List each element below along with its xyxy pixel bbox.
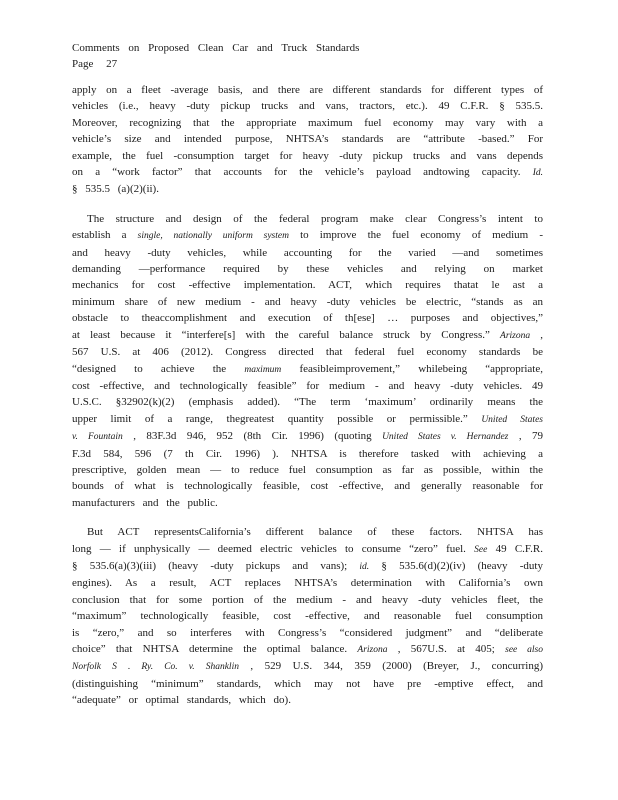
text-segment: to improve the fuel economy of medium - — [288, 229, 543, 242]
text-segment: bounds of what is technologically feasible, cost -effective, and generally reasonable for — [72, 480, 543, 493]
text-line — [72, 692, 543, 708]
text-segment: upper limit of a range, thegreatest quantity possible or permissible.” — [72, 412, 482, 425]
text-segment: 49 C.F.R. — [487, 542, 543, 555]
text-line — [72, 82, 543, 98]
text-line — [72, 428, 543, 445]
text-segment: (distinguishing “minimum” standards, which may not have pre -emptive effect, and — [72, 677, 543, 690]
page-header — [72, 40, 543, 72]
text-segment: vehicles (i.e., heavy -duty pickup trucks and vans, tractors, etc.). 49 C.F.R. § 535.5. — [72, 100, 543, 113]
text-segment: § 535.5 (a)(2)(ii). — [72, 183, 159, 196]
text-line — [72, 327, 543, 344]
text-segment: obstacle to theaccomplishment and execution of th[ese] … purposes and objectives,” — [72, 312, 543, 325]
citation-italic-segment: United States — [481, 414, 543, 425]
text-segment: choice” that NHTSA determine the optimal balance. — [72, 643, 358, 655]
text-segment: , 529 U.S. 344, 359 (2000) (Breyer, J., concurring) — [238, 660, 543, 673]
text-line — [72, 676, 543, 692]
text-segment: , 79 — [508, 430, 543, 443]
citation-italic-segment: See — [474, 544, 488, 555]
text-line — [72, 378, 543, 394]
text-segment: cost -effective, and technologically feasible” for medium - and heavy -duty vehicles. 49 — [72, 379, 543, 392]
text-segment: manufacturers and the public. — [72, 496, 218, 509]
text-line — [72, 462, 543, 478]
text-segment: 567 U.S. at 406 (2012). Congress directed that federal fuel economy standards be — [72, 346, 543, 359]
text-segment: The structure and design of the federal program make clear Congress’s intent to — [87, 212, 543, 225]
text-line — [72, 211, 543, 227]
text-segment: and heavy -duty vehicles, while accounting for the varied —and sometimes — [72, 246, 543, 259]
text-line — [72, 625, 543, 641]
text-segment: conclusion that for some portion of the medium - and heavy -duty vehicles fleet, the — [72, 593, 543, 606]
text-line — [72, 261, 543, 277]
text-segment: Moreover, recognizing that the appropriate maximum fuel economy may vary with a — [72, 116, 543, 129]
text-line — [72, 558, 543, 575]
text-segment: , — [530, 328, 543, 341]
text-segment: F.3d 584, 596 (7 th Cir. 1996) ). NHTSA is therefore tasked with achieving a — [72, 447, 543, 460]
text-segment: But ACT representsCalifornia’s different balance of these factors. NHTSA has — [87, 526, 543, 539]
text-segment: on a “work factor” that accounts for the vehicle’s payload andtowing capacity. — [72, 166, 533, 179]
text-segment: mechanics for cost -effective implementation. ACT, which requires thatat le ast a — [72, 279, 543, 292]
text-segment: § 535.6(d)(2)(iv) (heavy -duty — [369, 559, 543, 572]
text-line — [72, 310, 543, 326]
text-line — [72, 495, 543, 511]
text-segment: “adequate” or optimal standards, which do). — [72, 694, 291, 707]
text-line — [72, 115, 543, 131]
text-line — [72, 575, 543, 591]
document-body — [72, 82, 543, 709]
citation-italic-segment: v. Fountain — [72, 432, 123, 443]
text-segment: “designed to achieve the — [72, 362, 245, 375]
citation-italic-segment: Norfolk S . Ry. Co. v. Shanklin — [72, 662, 239, 673]
text-segment: long — if unphysically — deemed electric vehicles to consume “zero” fuel. — [72, 542, 475, 555]
text-segment: § 535.6(a)(3)(iii) (heavy -duty pickups and vans); — [72, 559, 360, 572]
text-segment: feasibleimprovement,” whilebeing “appropriate, — [281, 362, 543, 375]
citation-italic-segment: maximum — [244, 364, 282, 375]
citation-italic-segment: United States v. Hernandez — [382, 432, 509, 443]
text-line — [72, 164, 543, 181]
citation-italic-segment: Id. — [532, 168, 543, 179]
citation-italic-segment: id. — [359, 561, 370, 572]
text-segment: at least because it “interfere[s] with the careful balance struck by Congress.” — [72, 328, 501, 341]
paragraph — [72, 211, 543, 511]
text-line — [72, 478, 543, 494]
text-line — [72, 344, 543, 360]
text-line — [72, 131, 543, 147]
text-line — [72, 411, 543, 428]
text-segment: , 83F.3d 946, 952 (8th Cir. 1996) (quoting — [122, 430, 383, 443]
text-line — [72, 608, 543, 624]
text-line — [72, 277, 543, 293]
header-title: Comments on Proposed Clean Car and Truck Standards — [72, 42, 360, 54]
text-line — [72, 98, 543, 114]
paragraph — [72, 524, 543, 708]
text-segment: establish a — [72, 229, 138, 242]
text-segment: , 567U.S. at 405; — [387, 643, 506, 655]
text-segment: “maximum” technologically feasible, cost -effective, and reasonable fuel consumption — [72, 610, 543, 623]
text-line — [72, 524, 543, 540]
text-line — [72, 394, 543, 410]
text-segment: minimum share of new medium - and heavy -duty vehicles be electric, “stands as an — [72, 295, 543, 308]
citation-italic-segment: Arizona — [500, 330, 531, 341]
text-line — [72, 592, 543, 608]
text-segment: prescriptive, golden mean — to reduce fuel consumption as far as possible, within the — [72, 463, 543, 476]
text-segment: U.S.C. §32902(k)(2) (emphasis added). “The term ‘maximum’ ordinarily means the — [72, 396, 543, 409]
citation-italic-segment: Arizona — [357, 645, 388, 655]
text-line — [72, 641, 543, 658]
text-segment: vehicle’s size and intended purpose, NHTSA’s standards are “attribute -based.” For — [72, 133, 543, 146]
text-line — [72, 658, 543, 675]
text-line — [72, 541, 543, 558]
text-segment: example, the fuel -consumption target for heavy -duty pickup trucks and vans depends — [72, 149, 543, 162]
text-line — [72, 181, 543, 197]
text-line — [72, 148, 543, 164]
text-line — [72, 245, 543, 261]
text-segment: demanding —performance required by these vehicles and relying on market — [72, 263, 543, 276]
text-line — [72, 294, 543, 310]
text-line — [72, 361, 543, 378]
text-segment: engines). As a result, ACT replaces NHTSA’s determination with California’s own — [72, 577, 543, 590]
citation-italic-segment: see also — [505, 645, 544, 655]
page-number: Page 27 — [72, 58, 118, 70]
citation-italic-segment: single, nationally uniform system — [137, 231, 289, 242]
text-segment: apply on a fleet -average basis, and there are different standards for different types of — [72, 84, 543, 96]
text-line — [72, 446, 543, 462]
text-line — [72, 227, 543, 244]
text-segment: is “zero,” and so interferes with Congress’s “considered judgment” and “deliberate — [72, 626, 543, 639]
paragraph — [72, 82, 543, 198]
